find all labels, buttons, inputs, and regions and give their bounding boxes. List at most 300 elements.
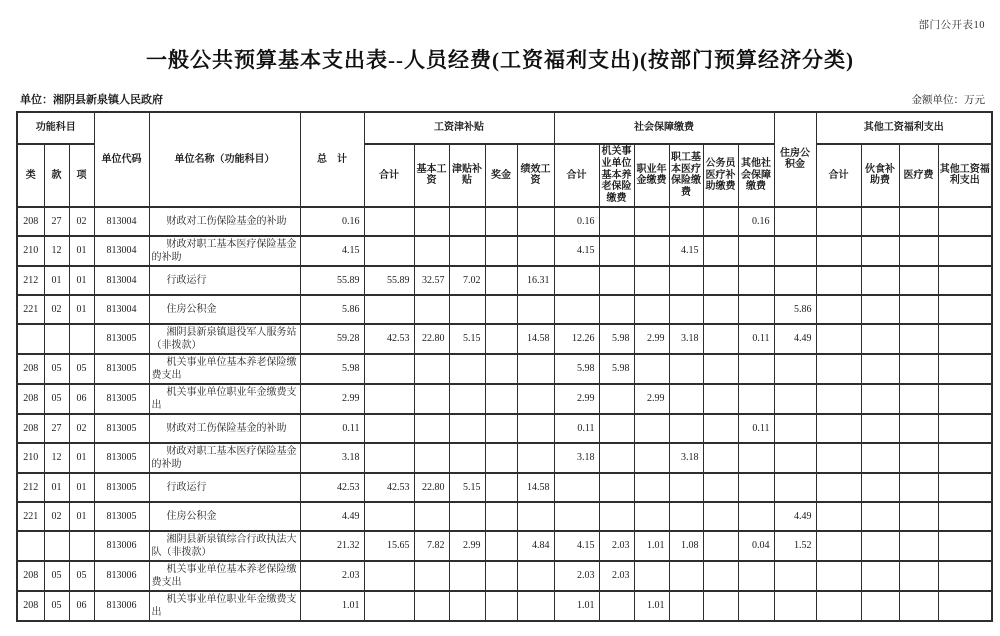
cell-salary-subtotal: 42.53 [364, 473, 414, 502]
cell-pension [599, 502, 634, 531]
table-row [17, 531, 992, 561]
cell-performance-pay [517, 414, 554, 443]
cell-unit-name: 住房公积金 [149, 502, 300, 531]
cell-civil-servant-medical [703, 324, 738, 354]
cell-unit-name: 机关事业单位职业年金缴费支出 [149, 384, 300, 414]
cell-housing-fund [774, 207, 816, 236]
cell-section-code: 02 [44, 295, 69, 324]
header-performance-pay: 绩效工资 [517, 144, 554, 207]
cell-civil-servant-medical [703, 236, 738, 266]
cell-performance-pay [517, 236, 554, 266]
cell-pension: 2.03 [599, 561, 634, 591]
cell-section-code: 05 [44, 561, 69, 591]
cell-grand-total: 5.86 [300, 295, 364, 324]
cell-base-salary [414, 384, 449, 414]
cell-allowance [449, 384, 485, 414]
cell-annuity: 2.99 [634, 324, 669, 354]
cell-grand-total: 2.03 [300, 561, 364, 591]
cell-allowance [449, 561, 485, 591]
cell-social-subtotal: 5.98 [554, 354, 599, 384]
cell-medical-fee [899, 443, 938, 473]
cell-medical-insurance: 4.15 [669, 236, 703, 266]
cell-other-welfare [938, 531, 992, 561]
cell-civil-servant-medical [703, 443, 738, 473]
header-other-welfare: 其他工资福利支出 [938, 144, 992, 207]
header-annuity-contribution: 职业年金缴费 [634, 144, 669, 207]
cell-unit-code: 813004 [94, 295, 149, 324]
cell-salary-subtotal [364, 561, 414, 591]
cell-grand-total: 0.11 [300, 414, 364, 443]
cell-social-subtotal: 0.16 [554, 207, 599, 236]
header-medical-insurance: 职工基本医疗保险缴费 [669, 144, 703, 207]
cell-grand-total: 2.99 [300, 384, 364, 414]
cell-annuity [634, 473, 669, 502]
cell-social-subtotal: 4.15 [554, 236, 599, 266]
cell-annuity: 2.99 [634, 384, 669, 414]
cell-base-salary [414, 502, 449, 531]
header-grand-total: 总 计 [300, 112, 364, 207]
header-housing-fund: 住房公积金 [774, 112, 816, 207]
cell-housing-fund: 5.86 [774, 295, 816, 324]
header-salary-subtotal: 合计 [364, 144, 414, 207]
cell-medical-fee [899, 473, 938, 502]
cell-class-code [17, 531, 44, 561]
cell-base-salary [414, 591, 449, 621]
cell-allowance [449, 414, 485, 443]
cell-grand-total: 0.16 [300, 207, 364, 236]
cell-item-code: 05 [69, 561, 94, 591]
cell-medical-fee [899, 236, 938, 266]
cell-meal-allowance [861, 384, 899, 414]
cell-bonus [485, 473, 517, 502]
cell-other-welfare [938, 414, 992, 443]
header-functional-group: 功能科目 [17, 112, 94, 144]
cell-medical-insurance [669, 473, 703, 502]
cell-item-code: 01 [69, 443, 94, 473]
cell-medical-insurance [669, 266, 703, 295]
cell-item-code: 01 [69, 502, 94, 531]
cell-other-social: 0.04 [738, 531, 774, 561]
cell-item-code: 01 [69, 295, 94, 324]
cell-medical-insurance [669, 207, 703, 236]
cell-annuity [634, 502, 669, 531]
budget-table [16, 111, 993, 622]
cell-medical-insurance: 1.08 [669, 531, 703, 561]
cell-allowance [449, 354, 485, 384]
cell-medical-fee [899, 324, 938, 354]
cell-other-social [738, 384, 774, 414]
cell-annuity [634, 295, 669, 324]
cell-social-subtotal [554, 266, 599, 295]
cell-class-code [17, 324, 44, 354]
cell-unit-code: 813004 [94, 236, 149, 266]
cell-civil-servant-medical [703, 295, 738, 324]
cell-grand-total: 4.15 [300, 236, 364, 266]
cell-salary-subtotal [364, 443, 414, 473]
cell-bonus [485, 591, 517, 621]
cell-social-subtotal: 2.99 [554, 384, 599, 414]
cell-meal-allowance [861, 473, 899, 502]
cell-unit-name: 财政对职工基本医疗保险基金的补助 [149, 236, 300, 266]
cell-housing-fund [774, 443, 816, 473]
cell-allowance [449, 207, 485, 236]
cell-medical-fee [899, 384, 938, 414]
cell-allowance: 5.15 [449, 473, 485, 502]
cell-salary-subtotal [364, 414, 414, 443]
cell-salary-subtotal [364, 295, 414, 324]
cell-annuity [634, 236, 669, 266]
table-body [17, 207, 992, 621]
cell-other-welfare [938, 207, 992, 236]
cell-base-salary [414, 561, 449, 591]
cell-other-social [738, 502, 774, 531]
table-row [17, 384, 992, 414]
cell-housing-fund [774, 561, 816, 591]
cell-bonus [485, 502, 517, 531]
cell-performance-pay [517, 502, 554, 531]
cell-other-social [738, 443, 774, 473]
cell-pension: 5.98 [599, 354, 634, 384]
header-unit-name: 单位名称（功能科目） [149, 112, 300, 207]
table-row [17, 443, 992, 473]
cell-meal-allowance [861, 295, 899, 324]
cell-annuity: 1.01 [634, 591, 669, 621]
cell-unit-code: 813004 [94, 207, 149, 236]
cell-performance-pay [517, 384, 554, 414]
cell-class-code: 208 [17, 384, 44, 414]
cell-meal-allowance [861, 266, 899, 295]
cell-civil-servant-medical [703, 591, 738, 621]
cell-base-salary: 32.57 [414, 266, 449, 295]
cell-pension [599, 384, 634, 414]
cell-allowance [449, 295, 485, 324]
cell-other-welfare [938, 354, 992, 384]
header-class: 类 [17, 144, 44, 207]
cell-pension [599, 207, 634, 236]
cell-section-code [44, 324, 69, 354]
cell-civil-servant-medical [703, 473, 738, 502]
cell-other-social [738, 591, 774, 621]
cell-housing-fund [774, 591, 816, 621]
cell-civil-servant-medical [703, 207, 738, 236]
cell-unit-name: 财政对工伤保险基金的补助 [149, 207, 300, 236]
cell-civil-servant-medical [703, 502, 738, 531]
cell-housing-fund [774, 354, 816, 384]
cell-annuity [634, 354, 669, 384]
header-social-subtotal: 合计 [554, 144, 599, 207]
cell-allowance [449, 443, 485, 473]
cell-performance-pay [517, 354, 554, 384]
cell-base-salary [414, 236, 449, 266]
cell-other-subtotal [816, 384, 861, 414]
cell-meal-allowance [861, 354, 899, 384]
header-item: 项 [69, 144, 94, 207]
cell-unit-code: 813005 [94, 354, 149, 384]
header-salary-group: 工资津补贴 [364, 112, 554, 144]
cell-section-code: 27 [44, 207, 69, 236]
cell-base-salary: 7.82 [414, 531, 449, 561]
cell-pension [599, 414, 634, 443]
sheet-number-label: 部门公开表10 [918, 20, 985, 31]
org-unit-label: 单位：湘阴县新泉镇人民政府 [20, 94, 163, 106]
table-row [17, 354, 992, 384]
cell-meal-allowance [861, 236, 899, 266]
cell-meal-allowance [861, 207, 899, 236]
cell-item-code: 06 [69, 384, 94, 414]
cell-medical-insurance [669, 295, 703, 324]
cell-class-code: 212 [17, 473, 44, 502]
cell-item-code [69, 324, 94, 354]
cell-other-social: 0.16 [738, 207, 774, 236]
cell-bonus [485, 354, 517, 384]
cell-social-subtotal: 3.18 [554, 443, 599, 473]
cell-medical-insurance [669, 561, 703, 591]
header-medical-fee: 医疗费 [899, 144, 938, 207]
cell-housing-fund: 4.49 [774, 324, 816, 354]
cell-civil-servant-medical [703, 531, 738, 561]
cell-section-code: 12 [44, 236, 69, 266]
cell-unit-code: 813005 [94, 443, 149, 473]
cell-grand-total: 55.89 [300, 266, 364, 295]
cell-grand-total: 21.32 [300, 531, 364, 561]
cell-social-subtotal: 4.15 [554, 531, 599, 561]
cell-other-subtotal [816, 295, 861, 324]
cell-meal-allowance [861, 591, 899, 621]
cell-section-code: 02 [44, 502, 69, 531]
cell-other-social [738, 354, 774, 384]
header-other-subtotal: 合计 [816, 144, 861, 207]
header-base-salary: 基本工资 [414, 144, 449, 207]
cell-social-subtotal [554, 295, 599, 324]
cell-section-code: 05 [44, 354, 69, 384]
cell-other-subtotal [816, 591, 861, 621]
cell-civil-servant-medical [703, 266, 738, 295]
cell-unit-code: 813006 [94, 561, 149, 591]
cell-class-code: 210 [17, 236, 44, 266]
cell-other-welfare [938, 236, 992, 266]
cell-annuity [634, 207, 669, 236]
cell-class-code: 221 [17, 502, 44, 531]
cell-item-code: 01 [69, 236, 94, 266]
cell-pension [599, 591, 634, 621]
cell-performance-pay [517, 295, 554, 324]
cell-item-code: 02 [69, 207, 94, 236]
cell-base-salary [414, 443, 449, 473]
cell-unit-code: 813005 [94, 473, 149, 502]
cell-civil-servant-medical [703, 414, 738, 443]
cell-other-subtotal [816, 354, 861, 384]
cell-other-welfare [938, 266, 992, 295]
cell-base-salary [414, 295, 449, 324]
cell-item-code [69, 531, 94, 561]
cell-performance-pay [517, 207, 554, 236]
table-row [17, 207, 992, 236]
cell-salary-subtotal: 55.89 [364, 266, 414, 295]
cell-medical-fee [899, 591, 938, 621]
cell-housing-fund [774, 266, 816, 295]
cell-performance-pay [517, 561, 554, 591]
cell-medical-insurance [669, 384, 703, 414]
cell-salary-subtotal [364, 591, 414, 621]
cell-medical-fee [899, 266, 938, 295]
header-pension-contribution: 机关事业单位基本养老保险缴费 [599, 144, 634, 207]
cell-base-salary [414, 354, 449, 384]
cell-bonus [485, 207, 517, 236]
cell-section-code: 12 [44, 443, 69, 473]
cell-civil-servant-medical [703, 561, 738, 591]
cell-meal-allowance [861, 502, 899, 531]
cell-pension [599, 295, 634, 324]
cell-unit-code: 813005 [94, 502, 149, 531]
cell-medical-insurance: 3.18 [669, 443, 703, 473]
cell-other-welfare [938, 561, 992, 591]
cell-other-subtotal [816, 502, 861, 531]
cell-medical-insurance [669, 502, 703, 531]
cell-class-code: 208 [17, 207, 44, 236]
header-bonus: 奖金 [485, 144, 517, 207]
cell-class-code: 212 [17, 266, 44, 295]
cell-grand-total: 5.98 [300, 354, 364, 384]
cell-unit-name: 财政对工伤保险基金的补助 [149, 414, 300, 443]
cell-performance-pay: 14.58 [517, 324, 554, 354]
cell-unit-code: 813004 [94, 266, 149, 295]
cell-medical-fee [899, 502, 938, 531]
cell-section-code: 05 [44, 384, 69, 414]
table-row [17, 561, 992, 591]
cell-bonus [485, 295, 517, 324]
cell-other-social [738, 266, 774, 295]
cell-bonus [485, 324, 517, 354]
header-meal-allowance: 伙食补助费 [861, 144, 899, 207]
cell-other-social [738, 236, 774, 266]
table-row [17, 473, 992, 502]
cell-other-subtotal [816, 443, 861, 473]
cell-annuity [634, 414, 669, 443]
cell-social-subtotal [554, 502, 599, 531]
cell-housing-fund [774, 414, 816, 443]
cell-meal-allowance [861, 443, 899, 473]
cell-salary-subtotal [364, 354, 414, 384]
cell-other-subtotal [816, 236, 861, 266]
header-civil-servant-medical: 公务员医疗补助缴费 [703, 144, 738, 207]
cell-other-welfare [938, 384, 992, 414]
cell-unit-name: 住房公积金 [149, 295, 300, 324]
cell-other-welfare [938, 502, 992, 531]
cell-salary-subtotal [364, 502, 414, 531]
cell-pension: 5.98 [599, 324, 634, 354]
cell-item-code: 05 [69, 354, 94, 384]
cell-grand-total: 42.53 [300, 473, 364, 502]
cell-unit-code: 813005 [94, 414, 149, 443]
table-row [17, 295, 992, 324]
cell-medical-fee [899, 531, 938, 561]
cell-bonus [485, 266, 517, 295]
cell-pension [599, 236, 634, 266]
cell-social-subtotal: 0.11 [554, 414, 599, 443]
cell-performance-pay [517, 591, 554, 621]
cell-housing-fund [774, 236, 816, 266]
cell-meal-allowance [861, 414, 899, 443]
cell-salary-subtotal: 42.53 [364, 324, 414, 354]
cell-other-subtotal [816, 531, 861, 561]
cell-other-welfare [938, 324, 992, 354]
cell-social-subtotal: 12.26 [554, 324, 599, 354]
cell-performance-pay: 4.84 [517, 531, 554, 561]
cell-bonus [485, 561, 517, 591]
cell-allowance: 7.02 [449, 266, 485, 295]
table-row [17, 502, 992, 531]
cell-unit-name: 行政运行 [149, 473, 300, 502]
cell-grand-total: 4.49 [300, 502, 364, 531]
cell-salary-subtotal: 15.65 [364, 531, 414, 561]
header-other-social: 其他社会保障缴费 [738, 144, 774, 207]
cell-annuity [634, 561, 669, 591]
cell-unit-code: 813006 [94, 591, 149, 621]
cell-unit-name: 机关事业单位职业年金缴费支出 [149, 591, 300, 621]
cell-performance-pay: 14.58 [517, 473, 554, 502]
header-allowance: 津贴补贴 [449, 144, 485, 207]
cell-base-salary: 22.80 [414, 324, 449, 354]
cell-salary-subtotal [364, 384, 414, 414]
cell-unit-name: 机关事业单位基本养老保险缴费支出 [149, 354, 300, 384]
cell-salary-subtotal [364, 236, 414, 266]
header-section: 款 [44, 144, 69, 207]
cell-medical-fee [899, 354, 938, 384]
cell-other-subtotal [816, 473, 861, 502]
cell-other-subtotal [816, 324, 861, 354]
cell-other-social [738, 295, 774, 324]
table-row [17, 414, 992, 443]
cell-section-code: 01 [44, 266, 69, 295]
cell-meal-allowance [861, 324, 899, 354]
cell-allowance [449, 502, 485, 531]
cell-housing-fund: 1.52 [774, 531, 816, 561]
header-unit-code: 单位代码 [94, 112, 149, 207]
cell-other-welfare [938, 591, 992, 621]
cell-allowance: 5.15 [449, 324, 485, 354]
cell-salary-subtotal [364, 207, 414, 236]
table-row [17, 266, 992, 295]
cell-other-social [738, 561, 774, 591]
cell-other-subtotal [816, 207, 861, 236]
cell-allowance [449, 591, 485, 621]
cell-other-welfare [938, 295, 992, 324]
cell-section-code [44, 531, 69, 561]
cell-social-subtotal [554, 473, 599, 502]
cell-unit-name: 湘阴县新泉镇综合行政执法大队（非拨款） [149, 531, 300, 561]
cell-bonus [485, 384, 517, 414]
amount-unit-label: 金额单位：万元 [911, 95, 985, 106]
cell-social-subtotal: 1.01 [554, 591, 599, 621]
table-row [17, 591, 992, 621]
cell-medical-fee [899, 295, 938, 324]
cell-unit-code: 813006 [94, 531, 149, 561]
cell-grand-total: 3.18 [300, 443, 364, 473]
cell-housing-fund [774, 473, 816, 502]
header-social-group: 社会保障缴费 [554, 112, 774, 144]
cell-other-welfare [938, 473, 992, 502]
cell-medical-insurance [669, 354, 703, 384]
cell-medical-insurance [669, 591, 703, 621]
cell-medical-fee [899, 414, 938, 443]
cell-class-code: 208 [17, 354, 44, 384]
cell-medical-fee [899, 207, 938, 236]
cell-section-code: 01 [44, 473, 69, 502]
cell-item-code: 06 [69, 591, 94, 621]
table-header [17, 112, 992, 207]
cell-bonus [485, 531, 517, 561]
table-row [17, 324, 992, 354]
